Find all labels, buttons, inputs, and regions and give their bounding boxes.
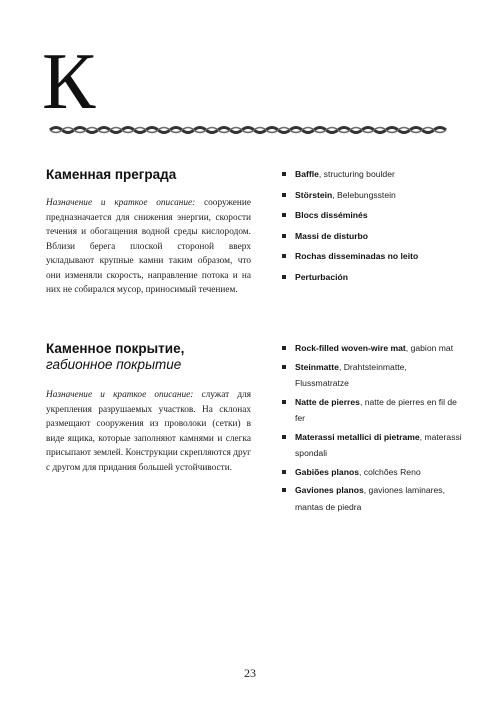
bullet-icon: [282, 193, 286, 197]
entry-terms-column: [282, 340, 462, 517]
bullet-icon: [282, 488, 286, 492]
term-item: [282, 248, 462, 265]
entry-heading: Каменная преграда: [46, 167, 177, 182]
entry-description: [46, 388, 251, 475]
term-item: [282, 166, 462, 183]
term-main: Rock-filled woven-wire mat: [295, 343, 406, 353]
bullet-icon: [282, 435, 286, 439]
term-item: [282, 269, 462, 286]
bullet-icon: [282, 346, 286, 350]
bullet-icon: [282, 213, 286, 217]
term-item: [282, 429, 462, 462]
term-variants: , Belebungsstein: [332, 189, 396, 200]
bullet-icon: [282, 365, 286, 369]
term-variants: , gaviones laminares, mantas de piedra: [295, 485, 445, 512]
term-item: [282, 187, 462, 204]
entry-terms-column: [282, 166, 462, 289]
term-variants: , natte de pierres en fil de fer: [295, 396, 457, 423]
entry-description-column: [46, 340, 251, 475]
term-main: Perturbación: [295, 271, 349, 282]
bullet-icon: [282, 172, 286, 176]
term-variants: , materassi spondali: [295, 431, 462, 458]
entry-heading: Каменное покрытие,: [46, 341, 185, 356]
bullet-icon: [282, 254, 286, 258]
entry-description: [46, 196, 251, 298]
term-variants: , Drahtsteinmatte, Flussmatratze: [295, 361, 407, 388]
term-main: Natte de pierres: [295, 396, 360, 407]
term-main: Steinmatte: [295, 361, 339, 372]
term-main: Rochas disseminadas no leito: [295, 251, 419, 261]
term-main: Materassi metallici di pietrame: [295, 431, 420, 442]
ornamental-divider: [48, 124, 452, 136]
term-main: Gaviones planos: [295, 485, 364, 495]
term-variants: , colchões Reno: [359, 466, 421, 477]
term-variants: , structuring boulder: [318, 169, 395, 179]
term-main: Störstein: [295, 189, 333, 200]
term-item: [282, 482, 462, 515]
term-item: [282, 394, 462, 427]
bullet-icon: [282, 470, 286, 474]
description-label: Назначение и краткое описание:: [46, 198, 196, 208]
term-main: Massi de disturbo: [295, 230, 369, 241]
bullet-icon: [282, 400, 286, 404]
section-letter: К: [42, 38, 96, 126]
term-item: [282, 340, 462, 357]
term-variants: , gabion mat: [405, 343, 454, 353]
term-item: [282, 359, 462, 392]
term-main: Baffle: [295, 169, 319, 179]
description-label: Назначение и краткое описание:: [46, 390, 194, 400]
bullet-icon: [282, 234, 286, 238]
term-list: [282, 340, 462, 515]
description-text: служат для укрепления разрушаемых участков. На склонах размещают сооружения из проволоки (сетки) в виде ящика, которые заполняют камнями и слегка присыпают землей. Конструкции скрепляются друг с другом для придания большей устойчивости.: [46, 390, 251, 473]
term-main: Gabiões planos: [295, 466, 359, 477]
bullet-icon: [282, 275, 286, 279]
description-text: сооружение предназначается для снижения энергии, скорости течения и обогащения водной среды кислородом. Вблизи берега плоской стороной вверх укладывают крупные камни таким образом, что они изменяли скорость, направление потока и на них не собирался мусор, приносимый течением.: [46, 198, 251, 295]
entry-subheading: габионное покрытие: [46, 357, 182, 372]
term-item: [282, 207, 462, 224]
term-list: [282, 166, 462, 285]
entry-description-column: [46, 166, 251, 298]
page-number: 23: [244, 666, 256, 680]
term-main: Blocs disséminés: [295, 210, 368, 220]
term-item: [282, 228, 462, 245]
term-item: [282, 464, 462, 481]
